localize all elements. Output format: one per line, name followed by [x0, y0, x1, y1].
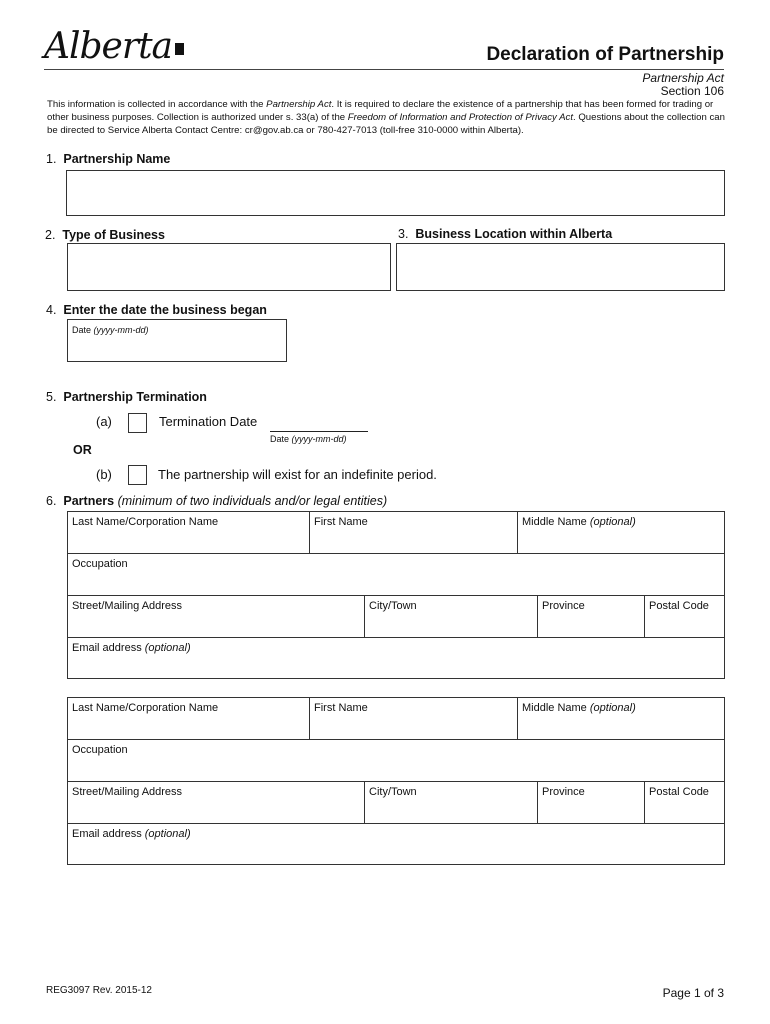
- q5-label: Partnership Termination: [63, 390, 207, 404]
- intro-text-1: This information is collected in accordance with the: [47, 99, 267, 110]
- partner-2-first-name-field[interactable]: [310, 698, 518, 740]
- optional-text: (optional): [144, 642, 191, 654]
- q3-heading: [398, 227, 612, 241]
- partnership-name-input[interactable]: [66, 170, 725, 216]
- q2-number: 2.: [45, 228, 56, 242]
- q6-heading: [46, 494, 387, 508]
- form-id: REG3097 Rev. 2015-12: [46, 985, 152, 996]
- partner-1-last-name-field[interactable]: [68, 512, 310, 554]
- middle-name-text: Middle Name: [522, 702, 587, 714]
- q4-number: 4.: [46, 303, 57, 317]
- termination-date-label: Date: [270, 434, 290, 444]
- option-b-text: The partnership will exist for an indefinite period.: [158, 467, 437, 482]
- partner-1-block: [67, 511, 725, 679]
- intro-paragraph: [47, 99, 727, 137]
- partner-2-occupation-field[interactable]: [68, 740, 724, 782]
- partner-2-postal-code-field[interactable]: [645, 782, 724, 824]
- intro-act-name: Partnership Act: [266, 99, 332, 110]
- logo-mark-icon: [175, 43, 184, 55]
- q6-number: 6.: [46, 494, 57, 508]
- first-name-label: First Name: [314, 702, 368, 714]
- alberta-logo: [44, 26, 184, 72]
- partner-2-block: [67, 697, 725, 865]
- partner-1-street-field[interactable]: [68, 596, 365, 638]
- first-name-label: First Name: [314, 516, 368, 528]
- partner-1-postal-code-field[interactable]: [645, 596, 724, 638]
- q6-note: (minimum of two individuals and/or legal entities): [117, 494, 388, 508]
- option-a-letter: (a): [96, 414, 112, 429]
- postal-code-label: Postal Code: [649, 786, 709, 798]
- page-number: Page 1 of 3: [662, 986, 724, 1000]
- street-label: Street/Mailing Address: [72, 600, 183, 612]
- email-text: Email address: [72, 828, 142, 840]
- q2-label: Type of Business: [62, 228, 165, 242]
- option-b-letter: (b): [96, 467, 112, 482]
- middle-name-label: [522, 702, 636, 714]
- province-label: Province: [542, 786, 585, 798]
- or-text: OR: [73, 443, 92, 457]
- email-label: [72, 642, 191, 654]
- partner-2-email-field[interactable]: [68, 824, 724, 864]
- q1-heading: [46, 152, 170, 166]
- q3-label: Business Location within Alberta: [415, 227, 613, 241]
- middle-name-label: [522, 516, 636, 528]
- start-date-hint: [72, 325, 149, 335]
- partner-1-middle-name-field[interactable]: [518, 512, 724, 554]
- intro-text-3: . Questions about the collection can be directed to Service Alberta Contact Centre: cr@gov.ab.ca or 780-427-7013 (toll-free 310-0000 within Alberta).: [47, 111, 725, 136]
- last-name-label: Last Name/Corporation Name: [72, 516, 219, 528]
- business-location-input[interactable]: [396, 243, 725, 291]
- city-label: City/Town: [369, 786, 417, 798]
- termination-date-input-line[interactable]: [270, 431, 368, 432]
- intro-foip-name: Freedom of Information and Protection of Privacy Act: [347, 111, 573, 123]
- form-title: Declaration of Partnership: [486, 44, 724, 65]
- partner-1-city-field[interactable]: [365, 596, 538, 638]
- partner-2-city-field[interactable]: [365, 782, 538, 824]
- email-label: [72, 828, 191, 840]
- termination-date-hint: [270, 434, 347, 444]
- termination-date-checkbox[interactable]: [128, 413, 147, 433]
- partner-2-last-name-field[interactable]: [68, 698, 310, 740]
- optional-text: (optional): [589, 702, 636, 714]
- termination-date-format: (yyyy-mm-dd): [291, 434, 347, 444]
- or-label: [73, 443, 92, 457]
- type-of-business-input[interactable]: [67, 243, 391, 291]
- partner-2-middle-name-field[interactable]: [518, 698, 724, 740]
- q6-label: Partners: [63, 494, 115, 508]
- intro-text-2: . It is required to declare the existence of a partnership that has been formed for trading or other business purposes. Collection is authorized under s. 33(a) of the: [47, 99, 714, 123]
- q2-heading: [45, 228, 165, 242]
- postal-code-label: Postal Code: [649, 600, 709, 612]
- partner-1-province-field[interactable]: [538, 596, 645, 638]
- q4-heading: [46, 303, 267, 317]
- partner-2-street-field[interactable]: [68, 782, 365, 824]
- start-date-label: Date: [72, 325, 92, 335]
- act-section: Section 106: [660, 84, 724, 98]
- logo-wordmark: Alberta: [44, 26, 172, 67]
- partner-1-occupation-field[interactable]: [68, 554, 724, 596]
- province-label: Province: [542, 600, 585, 612]
- q5-number: 5.: [46, 390, 57, 404]
- last-name-label: Last Name/Corporation Name: [72, 702, 219, 714]
- email-text: Email address: [72, 642, 142, 654]
- partner-1-first-name-field[interactable]: [310, 512, 518, 554]
- act-name: Partnership Act: [642, 71, 724, 85]
- q3-number: 3.: [398, 227, 409, 241]
- q1-label: Partnership Name: [63, 152, 171, 166]
- business-start-date-input[interactable]: [67, 319, 287, 362]
- partner-2-province-field[interactable]: [538, 782, 645, 824]
- q1-number: 1.: [46, 152, 57, 166]
- optional-text: (optional): [144, 828, 191, 840]
- street-label: Street/Mailing Address: [72, 786, 183, 798]
- middle-name-text: Middle Name: [522, 516, 587, 528]
- optional-text: (optional): [589, 516, 636, 528]
- option-a-text: Termination Date: [159, 414, 258, 429]
- city-label: City/Town: [369, 600, 417, 612]
- q4-label: Enter the date the business began: [63, 303, 267, 317]
- indefinite-period-checkbox[interactable]: [128, 465, 147, 485]
- header-divider: [44, 69, 724, 70]
- q5-heading: [46, 390, 207, 404]
- partner-1-email-field[interactable]: [68, 638, 724, 678]
- occupation-label: Occupation: [72, 744, 128, 756]
- start-date-format: (yyyy-mm-dd): [93, 325, 149, 335]
- occupation-label: Occupation: [72, 558, 128, 570]
